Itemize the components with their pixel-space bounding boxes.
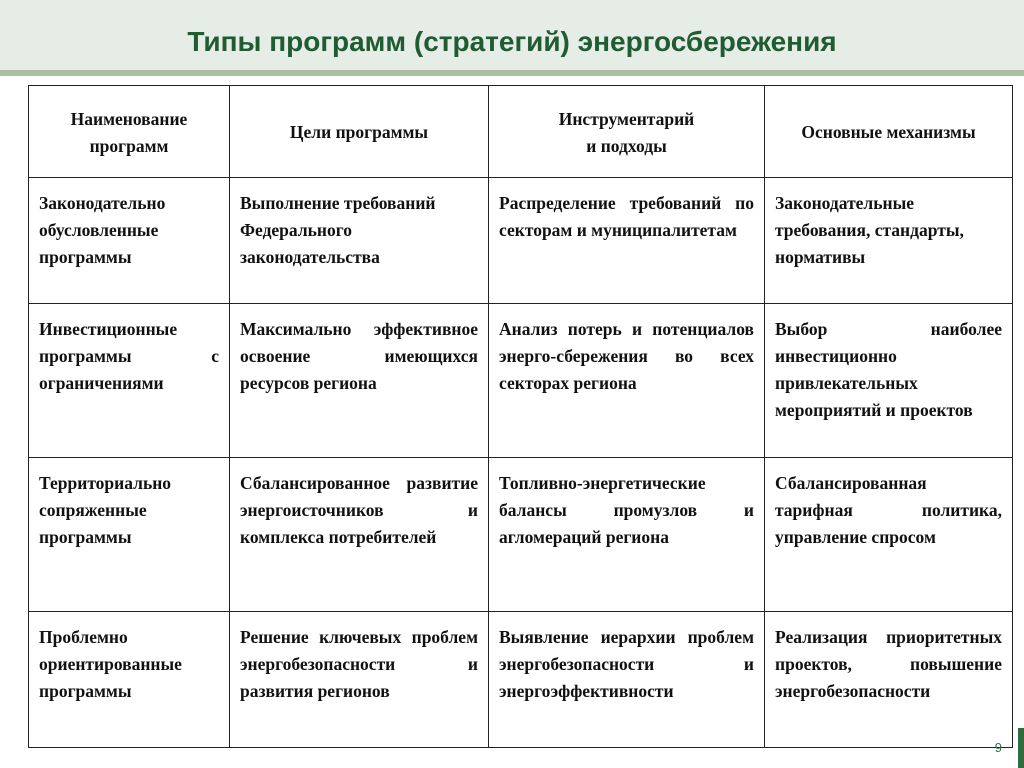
slide-number: 9 <box>994 740 1002 755</box>
header-cell-goals <box>230 86 489 178</box>
table-header-row <box>29 86 1013 178</box>
table-row <box>29 178 1013 304</box>
table-cell: Законодательно обусловленные программы <box>29 178 230 304</box>
table-cell: Сбалансированное развитие энергоисточников и комплекса потребителей <box>230 458 489 612</box>
header-cell-mechanisms <box>765 86 1013 178</box>
table-cell: Выбор наиболее инвестиционно привлекательных мероприятий и проектов <box>765 304 1013 458</box>
table-cell: Инвестиционные программы с ограничениями <box>29 304 230 458</box>
table-row <box>29 304 1013 458</box>
header-text: Цели программы <box>289 122 429 142</box>
table-cell: Распределение требований по секторам и муниципалитетам <box>489 178 765 304</box>
header-text: Основные механизмы <box>801 122 976 142</box>
header-text: программ <box>89 135 169 156</box>
header-cell-tools <box>489 86 765 178</box>
table-cell: Законодательные требования, стандарты, нормативы <box>765 178 1013 304</box>
table-cell: Выявление иерархии проблем энергобезопасности и энергоэффективности <box>489 612 765 748</box>
header-text: и подходы <box>586 135 667 156</box>
table-cell: Реализация приоритетных проектов, повышение энергобезопасности <box>765 612 1013 748</box>
table-cell: Территориально сопряженные программы <box>29 458 230 612</box>
header-text: Инструментарий <box>558 108 695 129</box>
table-cell: Сбалансированная тарифная политика, управление спросом <box>765 458 1013 612</box>
header-divider <box>0 70 1024 76</box>
table-cell: Проблемно ориентированные программы <box>29 612 230 748</box>
table-cell: Максимально эффективное освоение имеющихся ресурсов региона <box>230 304 489 458</box>
page-title: Типы программ (стратегий) энергосбережения <box>187 26 837 57</box>
header-text: Наименование <box>70 108 188 129</box>
table-row <box>29 612 1013 748</box>
table-cell: Топливно-энергетические балансы промузлов и агломераций региона <box>489 458 765 612</box>
table-cell: Выполнение требований Федерального законодательства <box>230 178 489 304</box>
header-cell-name <box>29 86 230 178</box>
programs-table <box>28 85 1013 748</box>
table-cell: Решение ключевых проблем энергобезопасности и развития регионов <box>230 612 489 748</box>
accent-bar <box>1018 728 1024 768</box>
table-cell: Анализ потерь и потенциалов энерго-сбережения во всех секторах региона <box>489 304 765 458</box>
table-row <box>29 458 1013 612</box>
